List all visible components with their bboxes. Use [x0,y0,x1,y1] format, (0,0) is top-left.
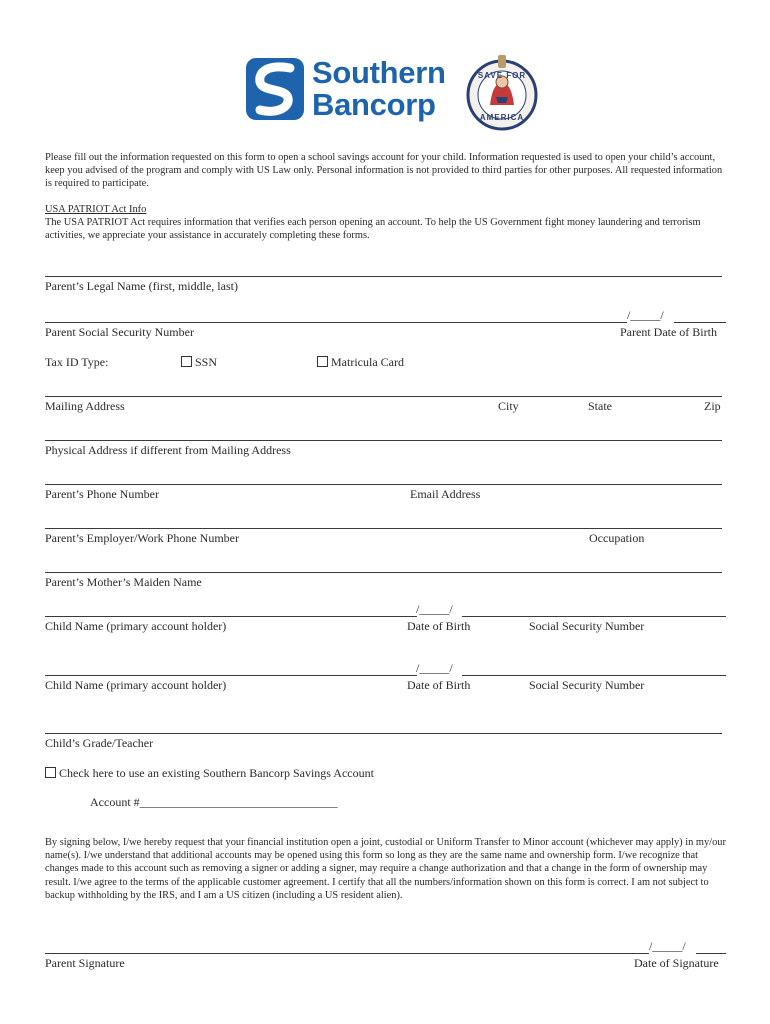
parent-ssn-line[interactable] [45,322,627,323]
matricula-checkbox[interactable] [317,355,404,369]
consent-paragraph: By signing below, I/we hereby request that your financial institution open a joint, custodial or Uniform Transfer to Minor account (whichever may apply) in my/our name(s). I/we understand that additional accounts may be opened using this form so long as they are the same name and ownership form. I/we recognize that changes made to this account such as removing a signer or adding a signer, may require a change authorization and that a change in the form of ownership may result. I/we agree to the terms of the applicable customer agreement. I certify that all the numbers/information shown on this form is correct. I am not subject to backup withholding by the IRS, and I am a US citizen (including a US resident alien). [45,837,726,901]
zip-label: Zip [704,399,721,413]
parent-phone-label: Parent’s Phone Number [45,487,159,501]
phone-email-line[interactable] [45,484,722,485]
existing-account-label: Check here to use an existing Southern Bancorp Savings Account [59,766,374,780]
logo-wordmark-line2: Bancorp [312,87,436,122]
maiden-name-label: Parent’s Mother’s Maiden Name [45,575,202,589]
child2-name-line[interactable] [45,675,417,676]
mailing-address-line[interactable] [45,396,722,397]
badge-text-bottom: AMERICA [479,113,525,122]
checkbox-icon[interactable] [45,767,56,778]
save-for-america-badge [466,53,538,131]
southern-bancorp-logo [246,56,458,126]
child1-dob-slashes[interactable]: /_____/ [416,602,453,616]
child2-dob-slashes[interactable]: /_____/ [416,661,453,675]
child2-dob-label: Date of Birth [407,678,471,692]
child1-name-line[interactable] [45,616,417,617]
child2-ssn-line[interactable] [462,675,726,676]
account-number-field[interactable]: Account #_________________________________ [90,795,338,809]
parent-dob-slashes[interactable]: /_____/ [627,308,664,322]
maiden-name-line[interactable] [45,572,722,573]
occupation-label: Occupation [589,531,645,545]
mailing-address-label: Mailing Address [45,399,125,413]
patriot-act-text: The USA PATRIOT Act requires information that verifies each person opening an account. To help the US Government fight money laundering and terrorism activities, we appreciate your assistance in accurately completing these forms. [45,217,701,242]
tax-id-type-label: Tax ID Type: [45,355,109,369]
existing-account-checkbox[interactable] [45,766,374,780]
checkbox-icon[interactable] [317,356,328,367]
child1-ssn-label: Social Security Number [529,619,645,633]
employer-phone-label: Parent’s Employer/Work Phone Number [45,531,239,545]
checkbox-icon[interactable] [181,356,192,367]
parent-ssn-label: Parent Social Security Number [45,325,194,339]
badge-text-top: SAVE FOR [477,71,527,80]
city-label: City [498,399,519,413]
bank-logo-icon [246,58,304,120]
child2-name-label: Child Name (primary account holder) [45,678,227,692]
signature-line[interactable] [45,953,649,954]
signature-date-slashes[interactable]: /_____/ [649,939,686,953]
ssn-checkbox[interactable] [181,355,217,369]
state-label: State [588,399,612,413]
child1-ssn-line[interactable] [462,616,726,617]
child1-name-label: Child Name (primary account holder) [45,619,227,633]
parent-name-line[interactable] [45,276,722,277]
matricula-option-label: Matricula Card [331,355,404,369]
date-of-signature-label: Date of Signature [634,956,719,970]
physical-address-label: Physical Address if different from Mailing Address [45,443,291,457]
signature-date-line-end[interactable] [696,953,726,954]
email-label: Email Address [410,487,481,501]
logo-wordmark-line1: Southern [312,55,446,90]
ssn-option-label: SSN [195,355,218,369]
parent-name-label: Parent’s Legal Name (first, middle, last) [45,279,238,293]
grade-teacher-line[interactable] [45,733,722,734]
physical-address-line[interactable] [45,440,722,441]
grade-teacher-label: Child’s Grade/Teacher [45,736,154,750]
intro-paragraph: Please fill out the information requested on this form to open a school savings account for your child. Information requested is used to open your child’s account, keep you advised of the program and comply with US Law only. Personal information is not provided to third parties for other purposes. All requested information is required to participate. [45,152,723,190]
employer-occupation-line[interactable] [45,528,722,529]
child1-dob-label: Date of Birth [407,619,471,633]
parent-dob-label: Parent Date of Birth [620,325,717,339]
patriot-act-heading: USA PATRIOT Act Info [45,204,147,215]
child2-ssn-label: Social Security Number [529,678,645,692]
parent-signature-label: Parent Signature [45,956,125,970]
parent-dob-line-end[interactable] [674,322,726,323]
